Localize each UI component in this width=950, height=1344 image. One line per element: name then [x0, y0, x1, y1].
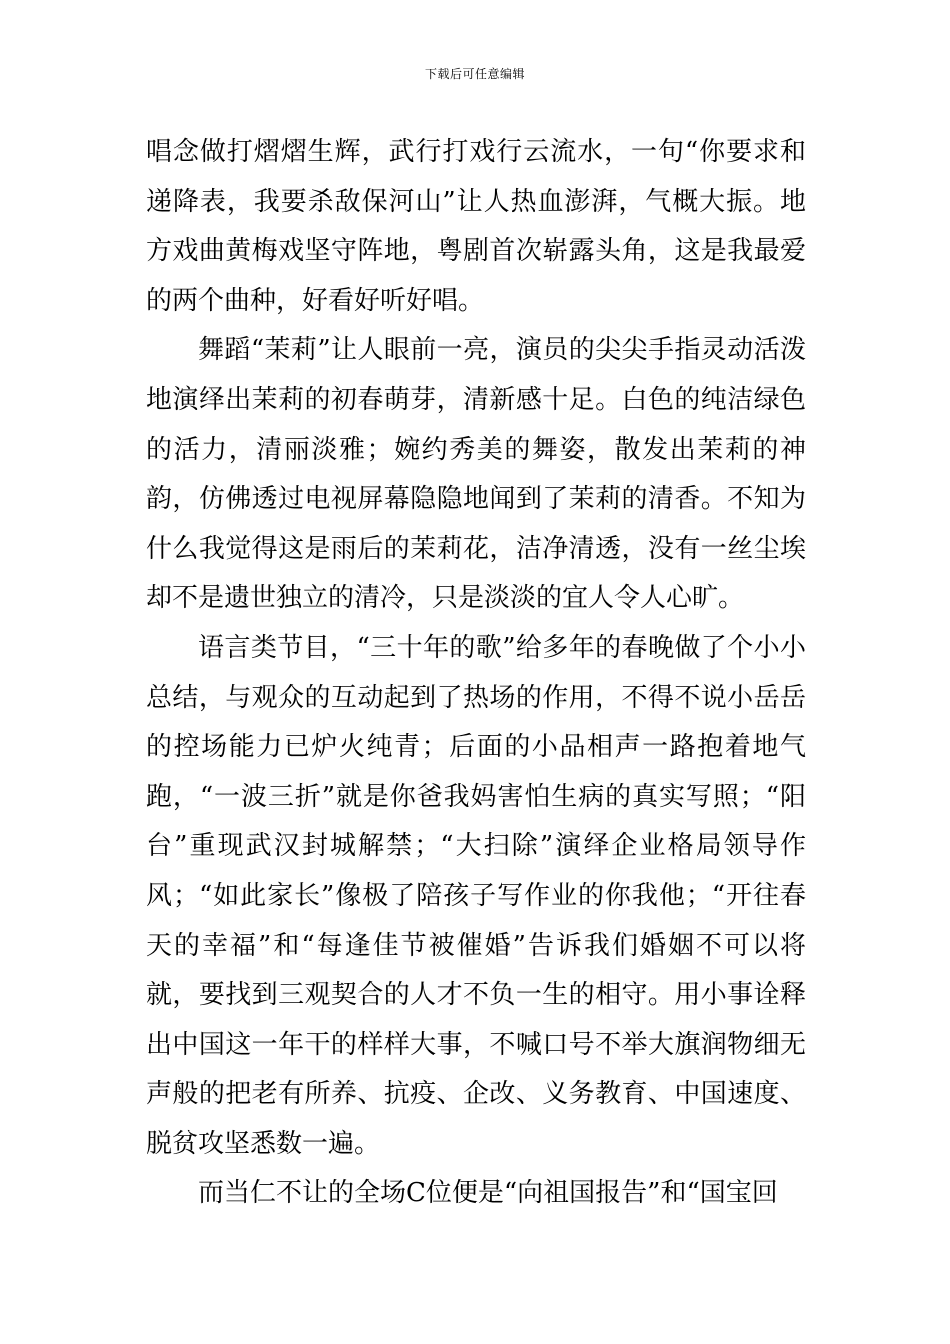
- paragraph-language-programs: 语言类节目，“三十年的歌”给多年的春晚做了个小小总结，与观众的互动起到了热场的作用，不得不说小岳岳的控场能力已炉火纯青；后面的小品相声一路抱着地气跑，“一波三折”就是你爸我妈害怕生病的真实写照；“阳台”重现武汉封城解禁；“大扫除”演绎企业格局领导作风；“如此家长”像极了陪孩子写作业的你我他；“开往春天的幸福”和“每逢佳节被催婚”告诉我们婚姻不可以将就，要找到三观契合的人才不负一生的相守。用小事诠释出中国这一年干的样样大事，不喊口号不举大旗润物细无声般的把老有所养、抗疫、企改、义务教育、中国速度、脱贫攻坚悉数一遍。: [146, 632, 806, 1159]
- paragraph-dance-jasmine: 舞蹈“茉莉”让人眼前一亮，演员的尖尖手指灵动活泼地演绎出茉莉的初春萌芽，清新感十足。白色的纯洁绿色的活力，清丽淡雅；婉约秀美的舞姿，散发出茉莉的神韵，仿佛透过电视屏幕隐隐地闻到了茉莉的清香。不知为什么我觉得这是雨后的茉莉花，洁净清透，没有一丝尘埃却不是遗世独立的清冷，只是淡淡的宜人令人心旷。: [146, 335, 806, 614]
- document-body: [146, 128, 806, 1219]
- paragraph-c-position: 而当仁不让的全场C位便是“向祖国报告”和“国宝回: [198, 1178, 778, 1209]
- paragraph-opera: 唱念做打熠熠生辉，武行打戏行云流水，一句“你要求和递降表，我要杀敌保河山”让人热血澎湃，气概大振。地方戏曲黄梅戏坚守阵地，粤剧首次崭露头角，这是我最爱的两个曲种，好看好听好唱。: [146, 137, 806, 316]
- page-header: 下载后可任意编辑: [424, 67, 525, 81]
